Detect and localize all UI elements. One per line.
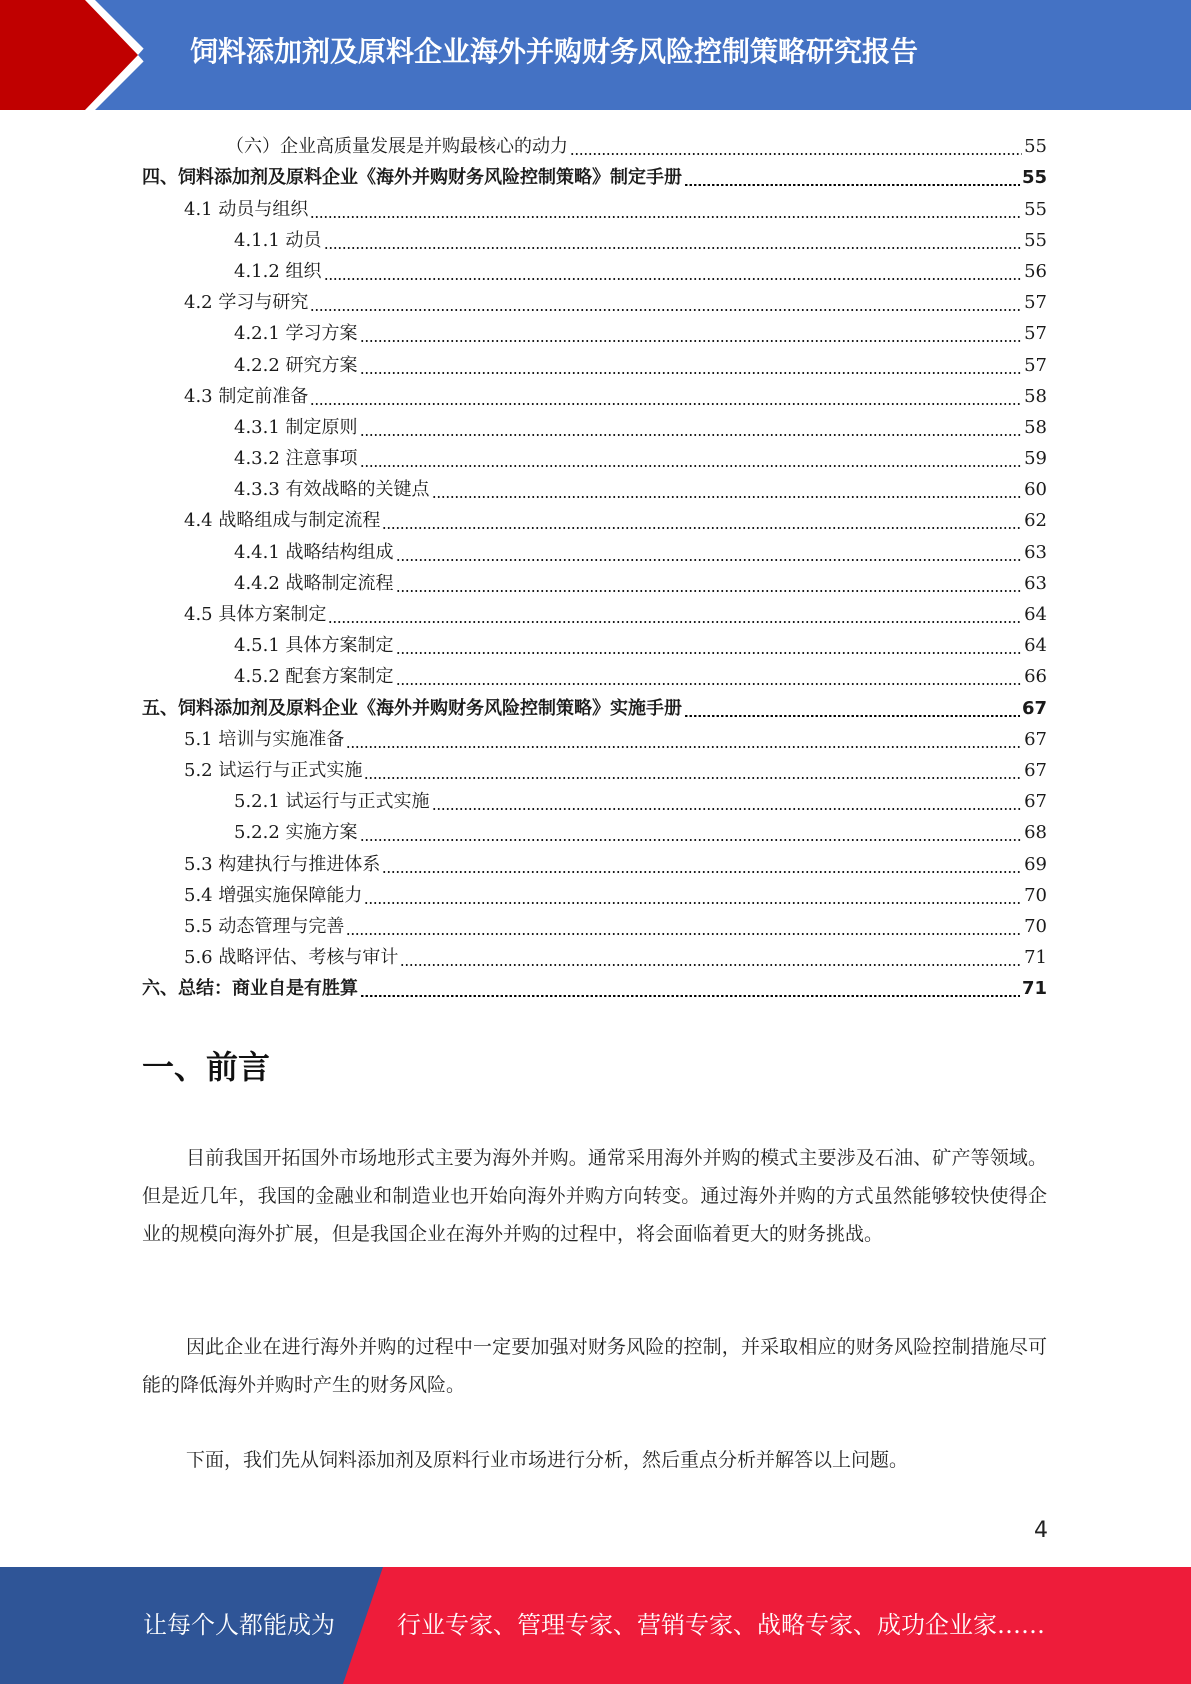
toc-leader-dots <box>382 510 1022 532</box>
toc-entry-page: 70 <box>1024 915 1047 937</box>
toc-entry-title: 4.1 动员与组织 <box>184 198 309 220</box>
toc-entry[interactable] <box>142 566 1047 597</box>
toc-leader-dots <box>396 573 1023 595</box>
toc-leader-dots <box>570 136 1022 158</box>
toc-leader-dots <box>324 261 1023 283</box>
toc-entry[interactable] <box>142 129 1047 160</box>
toc-entry[interactable] <box>142 254 1047 285</box>
toc-leader-dots <box>432 479 1023 501</box>
toc-entry-title: 4.5.2 配套方案制定 <box>234 666 394 688</box>
toc-entry[interactable] <box>142 472 1047 503</box>
toc-entry[interactable] <box>142 285 1047 316</box>
toc-entry-page: 60 <box>1024 479 1047 501</box>
toc-leader-dots <box>364 760 1022 782</box>
toc-entry-page: 64 <box>1024 604 1047 625</box>
toc-entry[interactable] <box>142 815 1047 846</box>
toc-entry-page: 55 <box>1024 136 1047 158</box>
toc-entry-title: 5.4 增强实施保障能力 <box>184 884 363 906</box>
toc-entry[interactable] <box>142 223 1047 254</box>
toc-leader-dots <box>360 448 1023 470</box>
toc-entry-title: （六）企业高质量发展是并购最核心的动力 <box>226 136 568 158</box>
toc-entry-title: 5.1 培训与实施准备 <box>184 728 345 750</box>
toc-entry[interactable] <box>142 534 1047 565</box>
section-heading: 一、前言 <box>142 1048 271 1086</box>
toc-entry[interactable] <box>142 160 1047 191</box>
toc-entry-page: 67 <box>1021 697 1047 719</box>
toc-entry-page: 58 <box>1024 385 1047 407</box>
toc-entry[interactable] <box>142 940 1047 971</box>
toc-entry-title: 5.2.2 实施方案 <box>234 822 358 844</box>
footer-slogan-left: 让每个人都能成为 <box>143 1611 335 1639</box>
toc-entry-title: 4.3.2 注意事项 <box>234 448 358 470</box>
toc-entry[interactable] <box>142 316 1047 347</box>
toc-leader-dots <box>346 916 1022 938</box>
toc-entry-page: 57 <box>1024 323 1047 345</box>
toc-entry-title: 5.5 动态管理与完善 <box>184 915 345 937</box>
toc-entry-title: 5.2 试运行与正式实施 <box>184 759 363 781</box>
toc-entry[interactable] <box>142 909 1047 940</box>
report-title: 饲料添加剂及原料企业海外并购财务风险控制策略研究报告 <box>190 35 919 68</box>
toc-entry-title: 5.6 战略评估、考核与审计 <box>184 947 399 969</box>
toc-entry-title: 4.3.1 制定原则 <box>234 416 358 438</box>
toc-entry-page: 55 <box>1021 167 1047 189</box>
toc-entry[interactable] <box>142 441 1047 472</box>
toc-entry-page: 62 <box>1024 510 1047 532</box>
toc-leader-dots <box>432 791 1023 813</box>
toc-entry[interactable] <box>142 971 1047 1002</box>
toc-leader-dots <box>400 947 1022 969</box>
paragraph: 下面，我们先从饲料添加剂及原料行业市场进行分析，然后重点分析并解答以上问题。 <box>186 1449 909 1471</box>
toc-entry[interactable] <box>142 379 1047 410</box>
toc-leader-dots <box>310 386 1022 408</box>
toc-entry-title: 五、饲料添加剂及原料企业《海外并购财务风险控制策略》实施手册 <box>142 697 682 719</box>
toc-entry-page: 59 <box>1024 448 1047 470</box>
toc-leader-dots <box>684 167 1020 189</box>
paragraph: 因此企业在进行海外并购的过程中一定要加强对财务风险的控制，并采取相应的财务风险控制措施尽可能的降低海外并购时产生的财务风险。 <box>142 1336 1047 1396</box>
toc-entry[interactable] <box>142 628 1047 659</box>
toc-entry-title: 4.1.2 组织 <box>234 260 322 282</box>
toc-entry-page: 70 <box>1024 884 1047 906</box>
toc-entry-title: 四、饲料添加剂及原料企业《海外并购财务风险控制策略》制定手册 <box>142 167 682 189</box>
toc-entry-title: 4.2.1 学习方案 <box>234 323 358 345</box>
toc-leader-dots <box>310 199 1022 221</box>
toc-leader-dots <box>396 635 1023 657</box>
toc-entry-title: 4.1.1 动员 <box>234 229 322 251</box>
toc-entry-title: 4.4.2 战略制定流程 <box>234 572 394 594</box>
toc-entry-title: 六、总结：商业自是有胜算 <box>142 978 358 1000</box>
toc-leader-dots <box>328 604 1022 626</box>
toc-entry-page: 58 <box>1024 416 1047 438</box>
toc-entry-page: 55 <box>1024 229 1047 251</box>
toc-entry-page: 63 <box>1024 541 1047 563</box>
toc-entry-page: 57 <box>1024 354 1047 376</box>
toc-entry-title: 5.3 构建执行与推进体系 <box>184 853 381 875</box>
toc-entry-title: 4.5.1 具体方案制定 <box>234 635 394 657</box>
toc-leader-dots <box>382 854 1022 876</box>
toc-entry-title: 4.2 学习与研究 <box>184 292 309 314</box>
toc-leader-dots <box>360 822 1023 844</box>
toc-entry-page: 67 <box>1024 791 1047 813</box>
toc-entry[interactable] <box>142 410 1047 441</box>
toc-entry[interactable] <box>142 503 1047 534</box>
toc-entry-title: 4.4 战略组成与制定流程 <box>184 510 381 532</box>
table-of-contents <box>142 129 1047 1002</box>
toc-entry-title: 4.3.3 有效战略的关键点 <box>234 479 430 501</box>
page-footer <box>0 1567 1191 1684</box>
toc-entry[interactable] <box>142 690 1047 721</box>
footer-slogan-right: 行业专家、管理专家、营销专家、战略专家、成功企业家…… <box>397 1611 1045 1639</box>
toc-entry-page: 55 <box>1024 198 1047 220</box>
toc-entry-page: 67 <box>1024 728 1047 750</box>
toc-entry-title: 5.2.1 试运行与正式实施 <box>234 791 430 813</box>
toc-entry-page: 67 <box>1024 759 1047 781</box>
toc-entry-page: 64 <box>1024 635 1047 657</box>
toc-entry-page: 71 <box>1024 947 1047 969</box>
toc-entry-page: 63 <box>1024 572 1047 594</box>
toc-leader-dots <box>360 355 1023 377</box>
toc-entry[interactable] <box>142 784 1047 815</box>
toc-entry-page: 68 <box>1024 822 1047 844</box>
toc-entry-page: 66 <box>1024 666 1047 688</box>
toc-leader-dots <box>684 698 1020 720</box>
toc-leader-dots <box>364 885 1022 907</box>
toc-entry-page: 69 <box>1024 853 1047 875</box>
toc-leader-dots <box>396 542 1023 564</box>
toc-leader-dots <box>360 323 1023 345</box>
toc-entry-title: 4.2.2 研究方案 <box>234 354 358 376</box>
page-number: 4 <box>1034 1518 1048 1543</box>
toc-leader-dots <box>360 417 1023 439</box>
toc-leader-dots <box>310 292 1022 314</box>
header-chevron-decoration <box>0 0 160 110</box>
toc-entry-page: 71 <box>1021 978 1047 1000</box>
toc-entry[interactable] <box>142 597 1047 628</box>
page-header <box>0 0 1191 110</box>
toc-entry[interactable] <box>142 659 1047 690</box>
toc-leader-dots <box>346 729 1022 751</box>
paragraph: 目前我国开拓国外市场地形式主要为海外并购。通常采用海外并购的模式主要涉及石油、矿产等领域。但是近几年，我国的金融业和制造业也开始向海外并购方向转变。通过海外并购的方式虽然能够较快使得企业的规模向海外扩展，但是我国企业在海外并购的过程中，将会面临着更大的财务挑战。 <box>142 1147 1047 1245</box>
toc-entry[interactable] <box>142 722 1047 753</box>
toc-entry[interactable] <box>142 191 1047 222</box>
toc-leader-dots <box>324 230 1023 252</box>
toc-entry[interactable] <box>142 347 1047 378</box>
toc-entry-title: 4.3 制定前准备 <box>184 385 309 407</box>
toc-entry[interactable] <box>142 846 1047 877</box>
toc-entry[interactable] <box>142 878 1047 909</box>
toc-entry-page: 56 <box>1024 260 1047 282</box>
toc-entry-page: 57 <box>1024 292 1047 314</box>
toc-entry-title: 4.4.1 战略结构组成 <box>234 541 394 563</box>
toc-leader-dots <box>360 978 1020 1000</box>
toc-entry[interactable] <box>142 753 1047 784</box>
toc-entry-title: 4.5 具体方案制定 <box>184 604 327 625</box>
toc-leader-dots <box>396 666 1023 688</box>
